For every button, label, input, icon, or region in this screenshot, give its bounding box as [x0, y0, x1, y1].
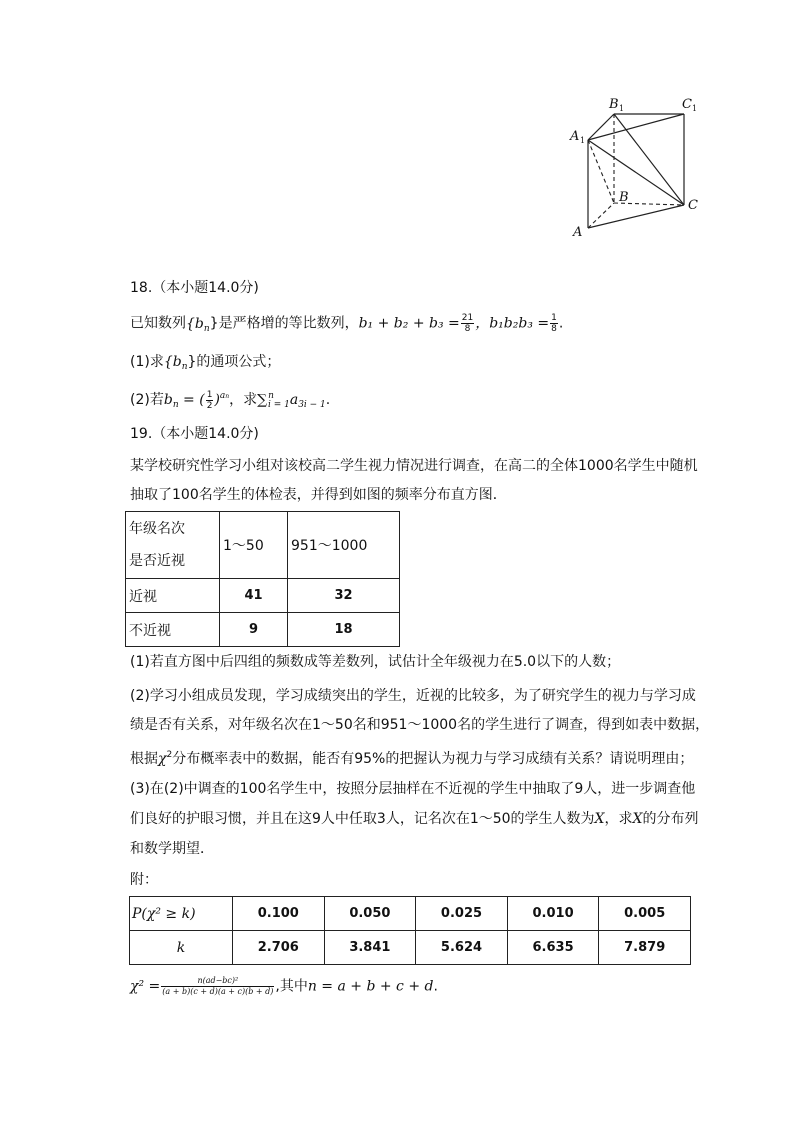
label-B1: B [609, 97, 619, 112]
col-header-1-50: 1～50 [220, 512, 288, 579]
appendix-label: 附： [130, 872, 158, 888]
row-label-k: k [130, 931, 233, 965]
col-header-951-1000: 951～1000 [288, 512, 400, 579]
table-row [126, 579, 400, 613]
q18-sum-frac: $\frac{21}{8}$ [461, 313, 474, 334]
q18-half-frac: $\frac{1}{2}$ [206, 389, 213, 411]
q18-stem-end: . [558, 315, 564, 332]
table-cell: 0.100 [233, 897, 325, 931]
table-cell: 0.010 [507, 897, 599, 931]
table-cell: 0.050 [324, 897, 416, 931]
table-cell: 0.025 [416, 897, 508, 931]
chi-square-formula: χ² = $\frac{\text{n(ad−bc)²}}{(a + b)(c + d)(a + c)(b + d)}$ ,其中n = a + b + c + d. [130, 976, 438, 996]
label-C1-sub: 1 [692, 104, 698, 113]
q19-part2-line1: (2)学习小组成员发现，学习成绩突出的学生，近视的比较多，为了研究学生的视力与学习成 [130, 688, 696, 704]
label-C1: C [682, 97, 692, 112]
table-cell: 7.879 [599, 931, 691, 965]
q18-sum-symbol: ∑$^n_{i = 1}$ [257, 391, 290, 410]
row-label: 不近视 [126, 613, 220, 647]
q19-part3-line3: 和数学期望． [130, 841, 214, 857]
table-cell: 5.624 [416, 931, 508, 965]
q18-stem [130, 313, 563, 339]
q18-seq: {$b_n$ [186, 315, 210, 334]
prism-figure [0, 0, 794, 260]
table-corner: 年级名次 是否近视 [126, 512, 220, 579]
table-cell: 32 [288, 579, 400, 613]
table-cell: 0.005 [599, 897, 691, 931]
edge-A1-C1 [588, 114, 684, 140]
table-cell: 18 [288, 613, 400, 647]
label-A1: A [570, 129, 580, 144]
row-label: 近视 [126, 579, 220, 613]
q18-sum-expr: b₁ + b₂ + b₃ = [358, 315, 460, 332]
table-cell: 2.706 [233, 931, 325, 965]
table-cell: 6.635 [507, 931, 599, 965]
q18-header: 18.（本小题14.0分) [130, 280, 259, 296]
table-cell: 3.841 [324, 931, 416, 965]
survey-table [125, 511, 400, 647]
edge-A1-C [588, 140, 684, 205]
table-cell: 41 [220, 579, 288, 613]
q19-part2-line3: 根据$\chi^2$分布概率表中的数据，能否有95%的把握认为视力与学习成绩有关系？请说明理由； [130, 750, 694, 767]
q19-header: 19.（本小题14.0分) [130, 426, 259, 442]
q19-part2-line2: 绩是否有关系，对年级名次在1～50名和951～1000名的学生进行了调查，得到如表中数据， [130, 717, 710, 733]
label-A: A [573, 225, 583, 240]
q19-part1: (1)若直方图中后四组的频数成等差数列，试估计全年级视力在5.0以下的人数； [130, 654, 621, 670]
q18-part2: (2)若$b_n$ = ( $\frac{1}{2}$ )$^{an}$，求$\sum^n_{i = 1}a_{3i - 1}$. [130, 389, 331, 411]
chi-square-table [129, 896, 691, 965]
table-cell: 9 [220, 613, 288, 647]
q19-part3-line2: 们良好的护眼习惯，并且在这9人中任取3人，记名次在1～50的学生人数为X，求X的分布列 [130, 811, 699, 827]
label-C: C [688, 198, 698, 213]
q18-prod-frac: $\frac{1}{8}$ [551, 313, 557, 334]
table-row [126, 613, 400, 647]
label-B: B [619, 190, 629, 205]
q19-intro-line1: 某学校研究性学习小组对该校高二学生视力情况进行调查，在高二的全体1000名学生中随机 [130, 458, 698, 474]
table-row [126, 512, 400, 579]
edge-A-B [588, 203, 614, 228]
q19-part3-line1: (3)在(2)中调查的100名学生中，按照分层抽样在不近视的学生中抽取了9人，进一步调查他 [130, 781, 696, 797]
q19-intro-line2: 抽取了100名学生的体检表，并得到如图的频率分布直方图． [130, 487, 507, 503]
label-A1-sub: 1 [580, 136, 586, 145]
edge-A-C [588, 205, 684, 228]
table-row [130, 931, 691, 965]
label-B1-sub: 1 [619, 104, 625, 113]
row-label-p: P(χ² ≥ k) [130, 897, 233, 931]
q18-stem-pre: 已知数列 [130, 315, 186, 332]
table-row [130, 897, 691, 931]
q18-prod-expr: ，b₁b₂b₃ = [475, 315, 550, 332]
q18-stem-mid: }是严格增的等比数列， [209, 315, 359, 332]
q18-part1: (1)求$\{b_n\}$的通项公式； [130, 354, 281, 372]
formula-frac: $\frac{\text{n(ad−bc)²}}{(a + b)(c + d)(a + c)(b + d)}$ [162, 976, 274, 996]
